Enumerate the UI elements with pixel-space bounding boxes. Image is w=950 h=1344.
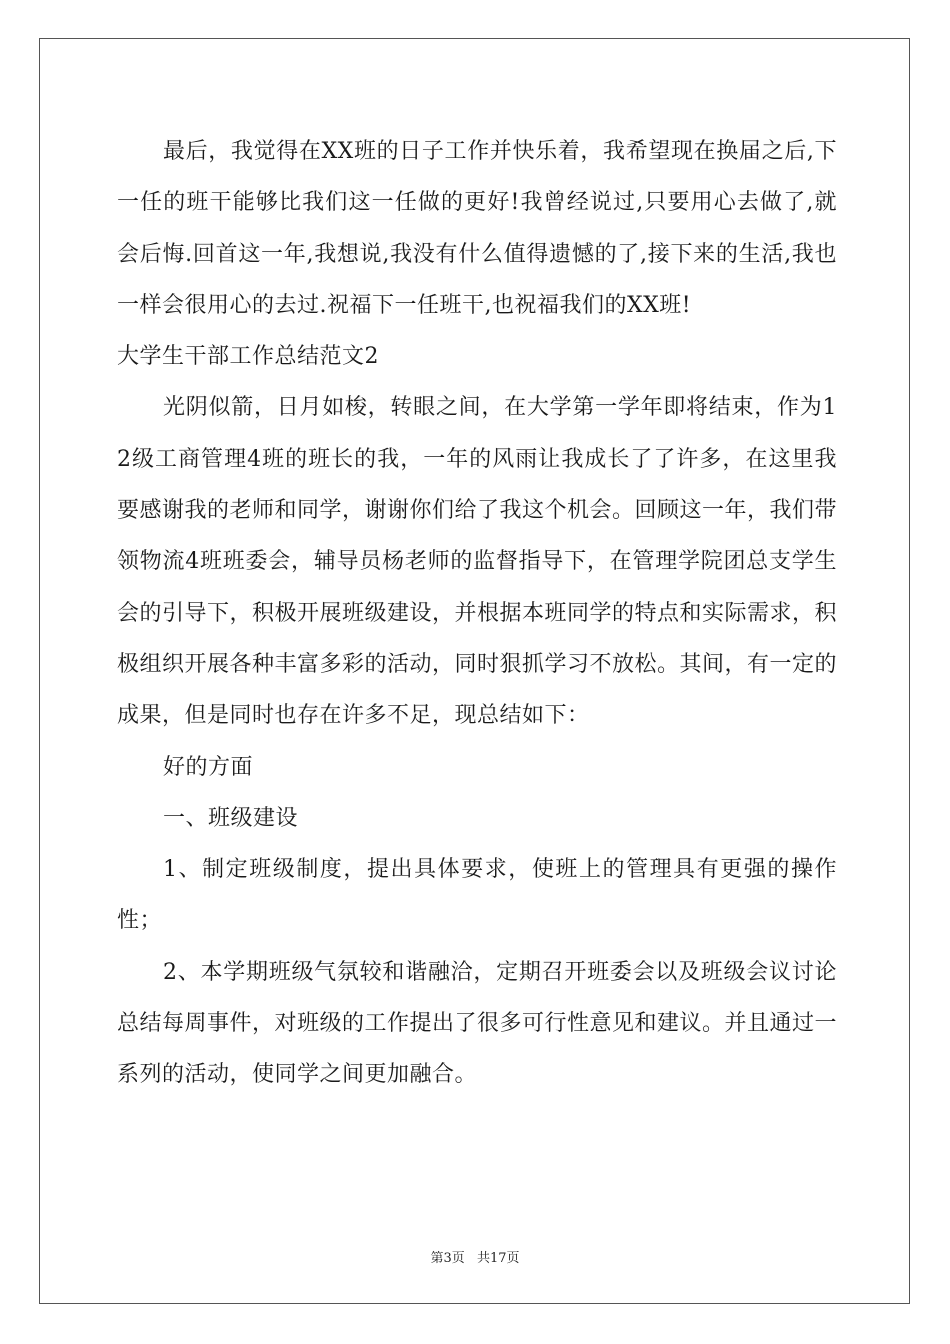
- paragraph-closing: 最后，我觉得在XX班的日子工作并快乐着，我希望现在换届之后,下一任的班干能够比我们这一任做的更好!我曾经说过,只要用心去做了,就会后悔.回首这一年,我想说,我没有什么值得遗憾的了,接下来的生活,我也一样会很用心的去过.祝福下一任班干,也祝福我们的XX班!: [117, 139, 837, 318]
- document-body: [117, 126, 837, 1101]
- page-number: 第3页: [430, 1251, 465, 1266]
- paragraph-intro: 光阴似箭，日月如梭，转眼之间，在大学第一学年即将结束，作为12级工商管理4班的班长的我，一年的风雨让我成长了了许多，在这里我要感谢我的老师和同学，谢谢你们给了我这个机会。回顾这一年，我们带领物流4班班委会，辅导员杨老师的监督指导下，在管理学院团总支学生会的引导下，积极开展班级建设，并根据本班同学的特点和实际需求，积极组织开展各种丰富多彩的活动，同时狠抓学习不放松。其间，有一定的成果，但是同时也存在许多不足，现总结如下：: [117, 395, 838, 729]
- page-footer: [0, 1247, 950, 1266]
- list-item-2: 2、本学期班级气氛较和谐融洽，定期召开班委会以及班级会议讨论总结每周事件，对班级的工作提出了很多可行性意见和建议。并且通过一系列的活动，使同学之间更加融合。: [117, 959, 838, 1088]
- section-heading: 大学生干部工作总结范文2: [117, 344, 379, 370]
- page-total: 共17页: [476, 1251, 520, 1266]
- list-item-1: 1、制定班级制度，提出具体要求，使班上的管理具有更强的操作性；: [117, 857, 837, 934]
- subheading-good-aspects: 好的方面: [163, 754, 254, 780]
- subheading-class-building: 一、班级建设: [163, 805, 299, 831]
